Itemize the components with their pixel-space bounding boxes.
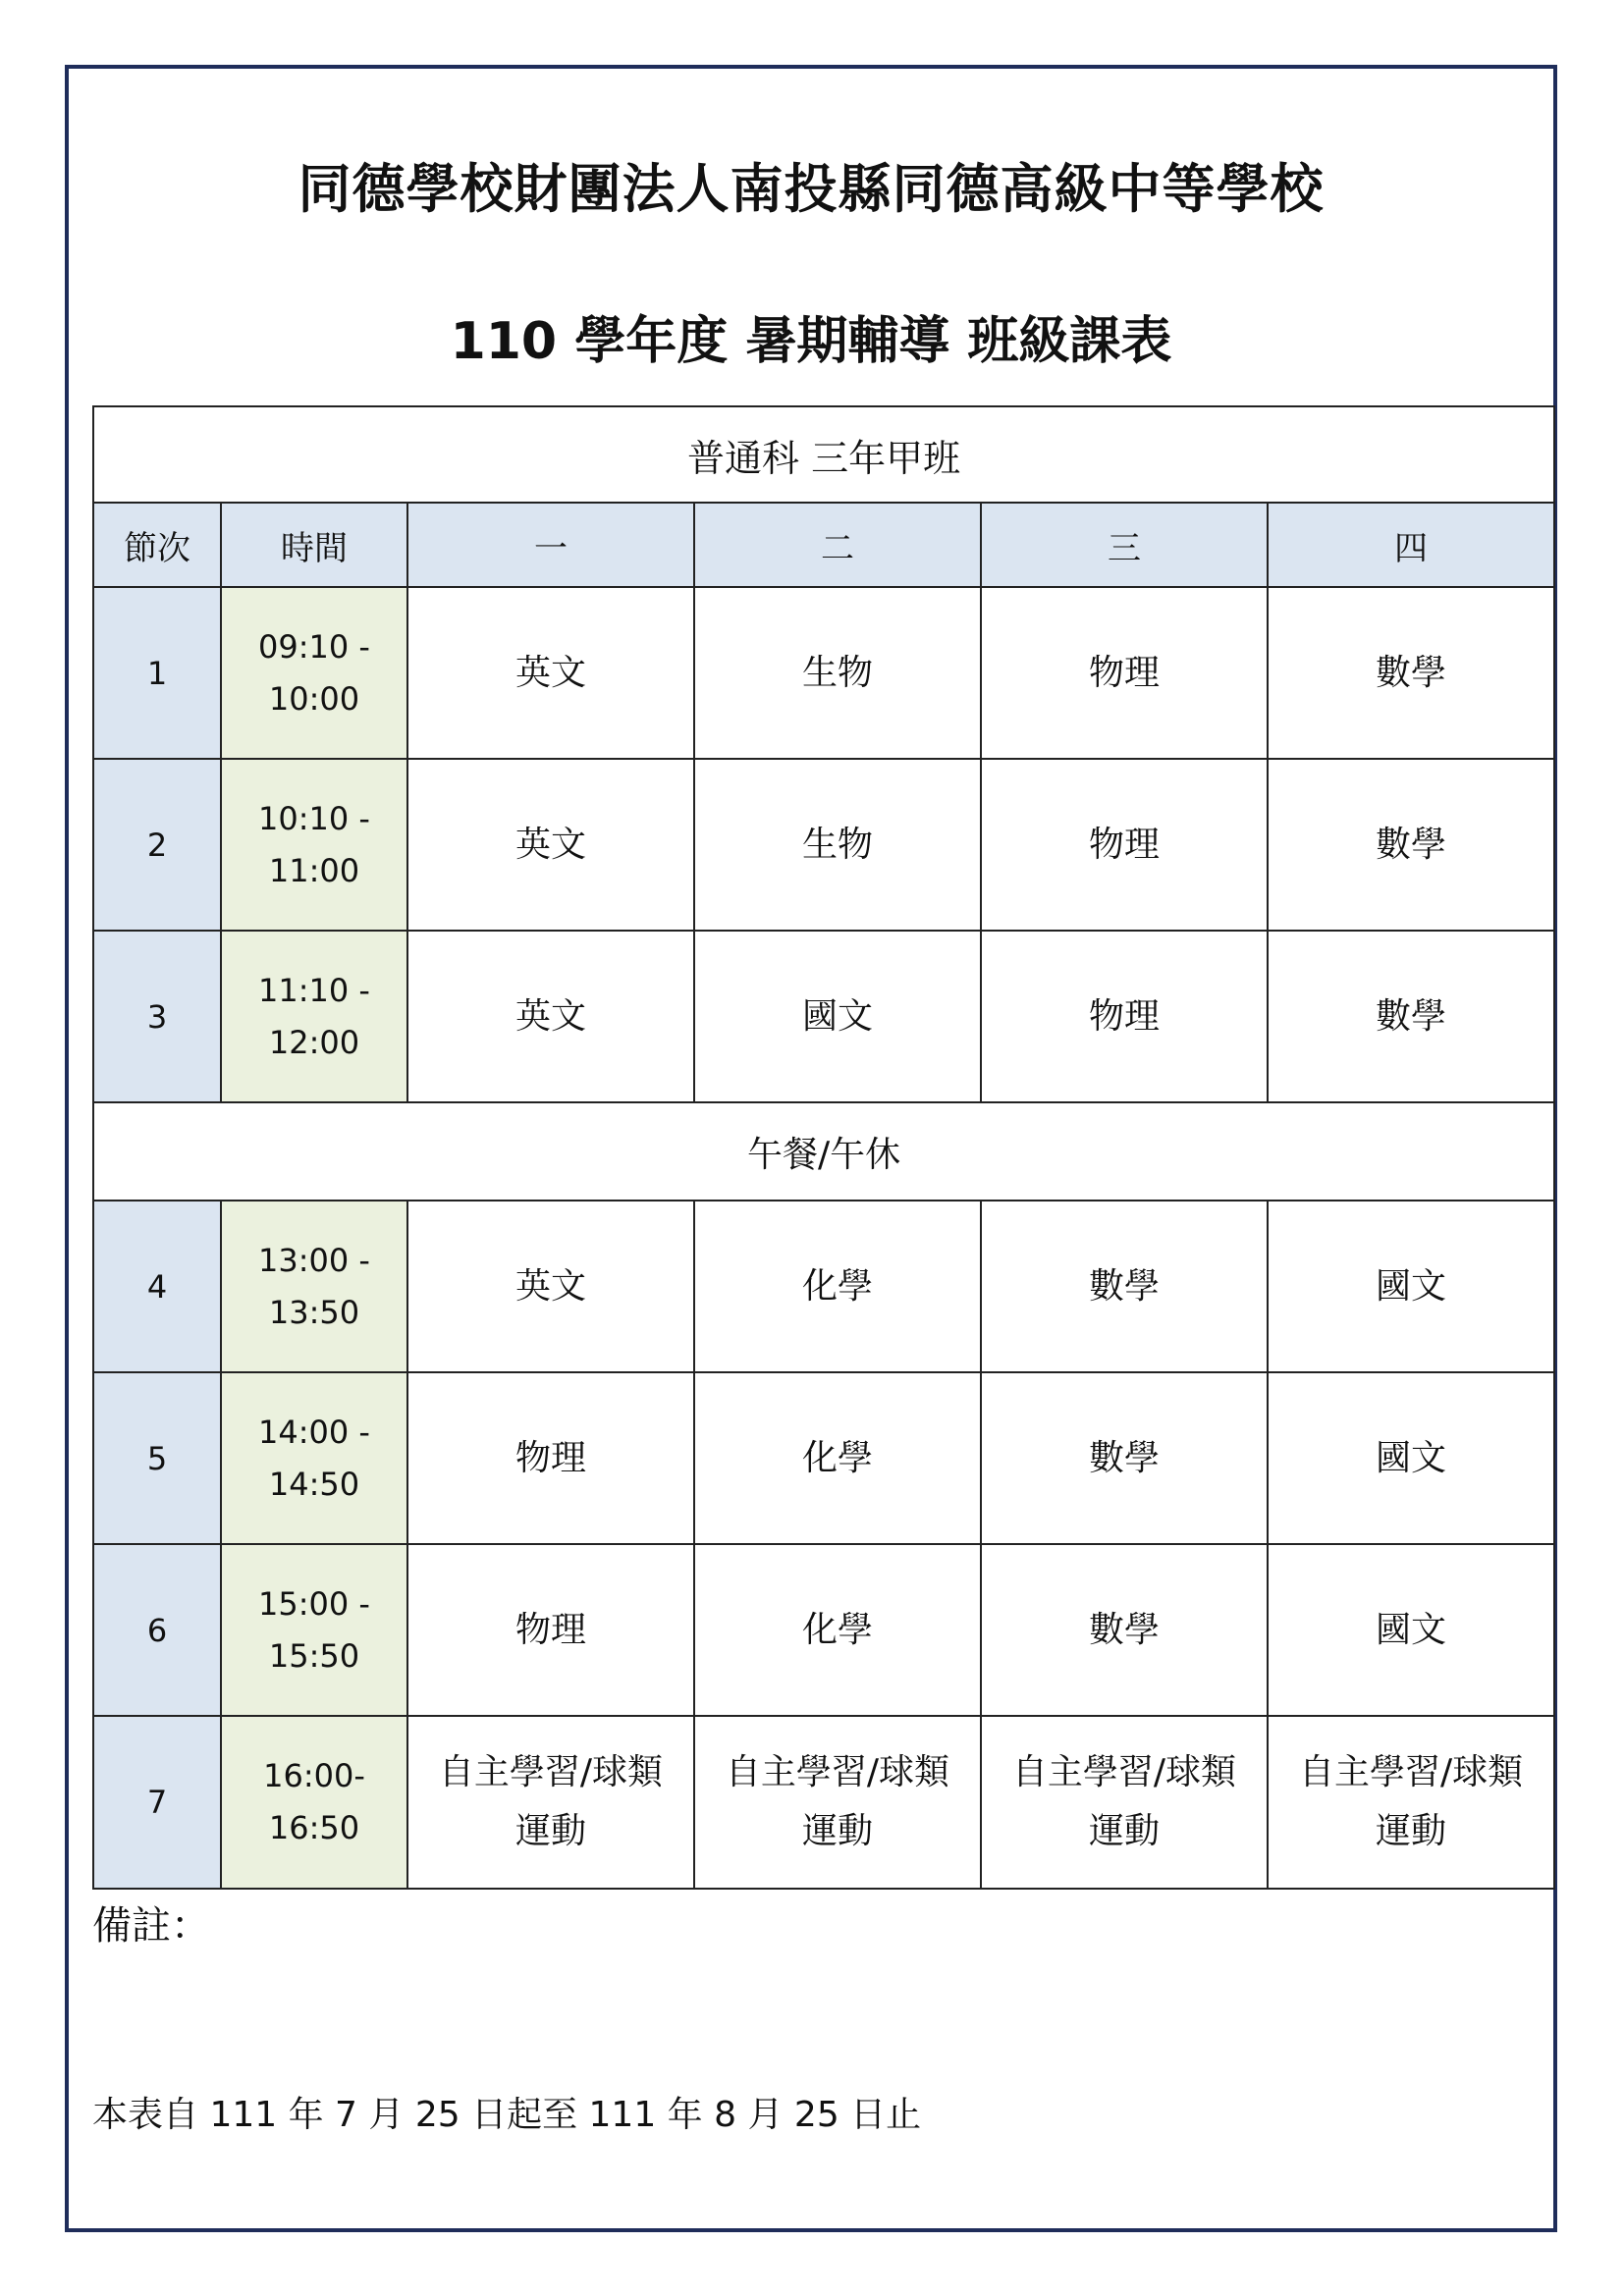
- subject-cell: 國文: [1268, 1544, 1554, 1716]
- time-end: 14:50: [268, 1465, 360, 1503]
- remarks-label: 備註：: [92, 1903, 210, 1949]
- period-row-2: [93, 759, 1554, 931]
- subject-cell: 生物: [694, 759, 981, 931]
- period-row-7: [93, 1716, 1554, 1889]
- subject-cell: 國文: [694, 931, 981, 1102]
- period-number: 3: [93, 931, 221, 1102]
- period-number: 4: [93, 1201, 221, 1372]
- lunch-row: [93, 1102, 1554, 1201]
- schedule-period-note: 本表自 111 年 7 月 25 日起至 111 年 8 月 25 日止: [92, 2095, 922, 2135]
- period-time: [221, 1372, 407, 1544]
- subject-cell: 國文: [1268, 1372, 1554, 1544]
- subject-cell: 物理: [981, 587, 1268, 759]
- time-start: 10:10 -: [258, 799, 370, 837]
- period-row-6: [93, 1544, 1554, 1716]
- header-day-1: 一: [407, 503, 694, 587]
- subject-line-2: 運動: [1376, 1811, 1447, 1851]
- header-row: [93, 503, 1554, 587]
- document-title: 110 學年度 暑期輔導 班級課表: [450, 312, 1172, 371]
- subject-cell: 英文: [407, 1201, 694, 1372]
- header-day-2: 二: [694, 503, 981, 587]
- subject-cell: 化學: [694, 1372, 981, 1544]
- time-end: 16:50: [268, 1809, 360, 1846]
- subject-line-2: 運動: [801, 1811, 873, 1851]
- time-end: 11:00: [268, 851, 360, 889]
- subject-cell: 英文: [407, 759, 694, 931]
- time-start: 15:00 -: [258, 1584, 370, 1623]
- period-time: [221, 587, 407, 759]
- time-end: 13:50: [268, 1293, 360, 1331]
- period-time: [221, 759, 407, 931]
- subject-cell: 英文: [407, 931, 694, 1102]
- time-end: 10:00: [268, 679, 360, 718]
- period-number: 6: [93, 1544, 221, 1716]
- subject-cell: [981, 1716, 1268, 1889]
- subject-cell: 物理: [407, 1544, 694, 1716]
- time-start: 13:00 -: [258, 1241, 370, 1279]
- subject-cell: 物理: [407, 1372, 694, 1544]
- subject-cell: 數學: [1268, 931, 1554, 1102]
- lunch-break: 午餐/午休: [93, 1102, 1554, 1201]
- period-row-3: [93, 931, 1554, 1102]
- subject-line-1: 自主學習/球類: [438, 1752, 664, 1792]
- time-start: 11:10 -: [258, 971, 370, 1009]
- subject-cell: 生物: [694, 587, 981, 759]
- time-end: 15:50: [268, 1636, 360, 1675]
- period-time: [221, 1201, 407, 1372]
- timetable: [92, 405, 1555, 1890]
- period-time: [221, 1716, 407, 1889]
- subject-cell: 化學: [694, 1201, 981, 1372]
- subject-cell: 數學: [981, 1372, 1268, 1544]
- subject-cell: 物理: [981, 931, 1268, 1102]
- period-number: 2: [93, 759, 221, 931]
- subject-cell: [407, 1716, 694, 1889]
- period-time: [221, 931, 407, 1102]
- period-row-5: [93, 1372, 1554, 1544]
- period-number: 5: [93, 1372, 221, 1544]
- period-row-1: [93, 587, 1554, 759]
- subject-cell: 數學: [981, 1544, 1268, 1716]
- header-day-3: 三: [981, 503, 1268, 587]
- subject-cell: 數學: [1268, 759, 1554, 931]
- period-time: [221, 1544, 407, 1716]
- school-title: 同德學校財團法人南投縣同德高級中等學校: [298, 158, 1325, 220]
- period-number: 1: [93, 587, 221, 759]
- subject-cell: 英文: [407, 587, 694, 759]
- time-start: 16:00-: [263, 1757, 365, 1794]
- subject-cell: 數學: [1268, 587, 1554, 759]
- header-period: 節次: [93, 503, 221, 587]
- class-row: [93, 406, 1554, 503]
- subject-cell: 化學: [694, 1544, 981, 1716]
- subject-line-2: 運動: [1088, 1811, 1160, 1851]
- subject-cell: [694, 1716, 981, 1889]
- period-row-4: [93, 1201, 1554, 1372]
- subject-line-2: 運動: [514, 1811, 586, 1851]
- class-name: 普通科 三年甲班: [93, 406, 1554, 503]
- header-day-4: 四: [1268, 503, 1554, 587]
- subject-cell: 國文: [1268, 1201, 1554, 1372]
- subject-line-1: 自主學習/球類: [1011, 1752, 1237, 1792]
- period-number: 7: [93, 1716, 221, 1889]
- subject-line-1: 自主學習/球類: [1298, 1752, 1524, 1792]
- time-end: 12:00: [268, 1023, 360, 1061]
- time-start: 14:00 -: [258, 1413, 370, 1451]
- header-time: 時間: [221, 503, 407, 587]
- time-start: 09:10 -: [258, 627, 370, 666]
- subject-cell: [1268, 1716, 1554, 1889]
- subject-cell: 物理: [981, 759, 1268, 931]
- subject-line-1: 自主學習/球類: [725, 1752, 950, 1792]
- subject-cell: 數學: [981, 1201, 1268, 1372]
